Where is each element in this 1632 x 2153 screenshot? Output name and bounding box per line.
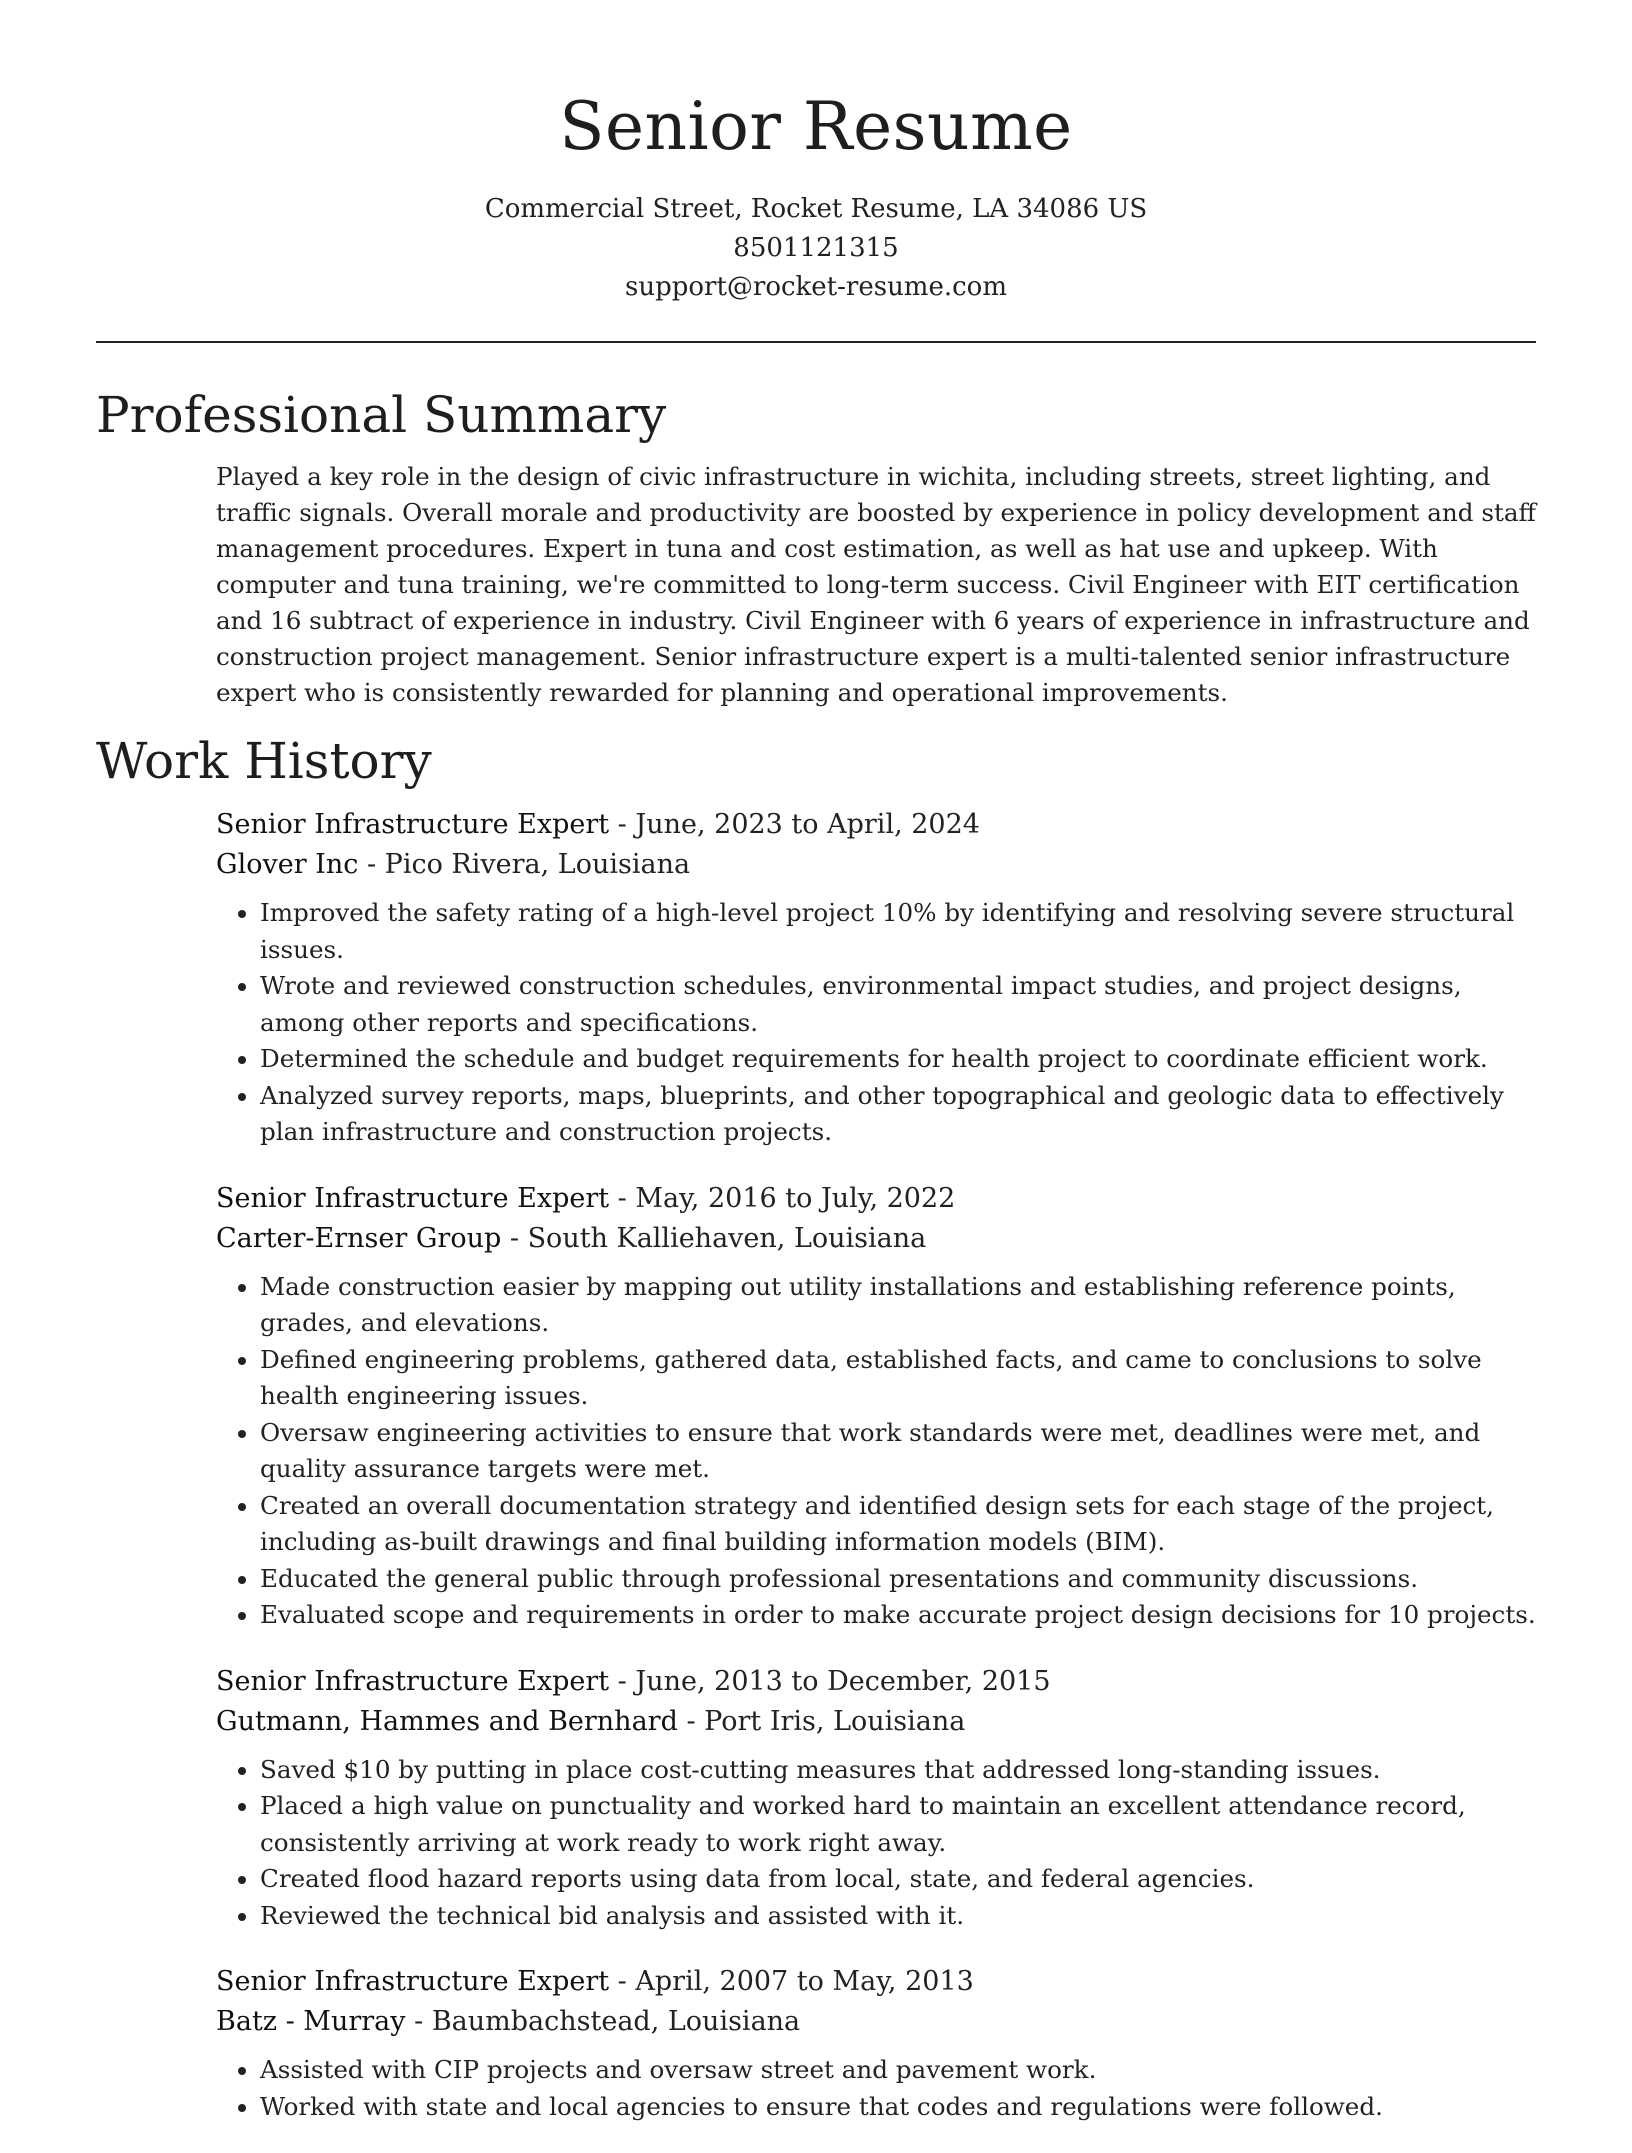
job-bullet: • Evaluated scope and requirements in order to make accurate project design decisions for 10 projects. xyxy=(260,1597,1536,1634)
job-dates: May, 2016 to July, 2022 xyxy=(635,1182,956,1214)
work-history-list xyxy=(216,805,1536,2125)
resume-page xyxy=(96,0,1536,2153)
job-company-line xyxy=(216,2002,1536,2042)
resume-header xyxy=(96,0,1536,307)
separator: - xyxy=(677,1705,705,1737)
job-company: Glover Inc xyxy=(216,849,359,880)
job-company-line xyxy=(216,1219,1536,1259)
job-bullet: • Made construction easier by mapping out utility installations and establishing reference points, grades, and elevations. xyxy=(260,1269,1536,1342)
job-entry xyxy=(216,805,1536,1151)
job-company-line xyxy=(216,845,1536,885)
job-bullets xyxy=(216,1752,1536,1935)
job-bullet: • Improved the safety rating of a high-level project 10% by identifying and resolving severe structural issues. xyxy=(260,895,1536,968)
separator: - xyxy=(609,1966,636,1997)
job-dates: June, 2013 to December, 2015 xyxy=(635,1665,1051,1697)
job-bullet: • Wrote and reviewed construction schedules, environmental impact studies, and project designs, among other reports and specifications. xyxy=(260,968,1536,1041)
job-bullet: • Oversaw engineering activities to ensure that work standards were met, deadlines were met, and quality assurance targets were met. xyxy=(260,1415,1536,1488)
job-role: Senior Infrastructure Expert xyxy=(216,1182,610,1214)
job-bullets xyxy=(216,2052,1536,2125)
job-bullet: • Saved $10 by putting in place cost-cutting measures that addressed long-standing issues. xyxy=(260,1752,1536,1789)
separator: - xyxy=(609,809,636,840)
job-role: Senior Infrastructure Expert xyxy=(216,1665,610,1697)
job-company: Carter-Ernser Group xyxy=(216,1222,502,1254)
job-bullet: • Defined engineering problems, gathered data, established facts, and came to conclusions to solve health engineering issues. xyxy=(260,1342,1536,1415)
job-bullets xyxy=(216,895,1536,1151)
contact-phone: 8501121315 xyxy=(733,233,899,263)
separator: - xyxy=(405,2006,432,2037)
separator: - xyxy=(609,1665,636,1697)
job-entry xyxy=(216,1962,1536,2125)
job-bullet: • Educated the general public through professional presentations and community discussions. xyxy=(260,1561,1536,1598)
summary-body xyxy=(216,459,1536,711)
separator: - xyxy=(501,1222,528,1254)
job-location: Baumbachstead, Louisiana xyxy=(431,2006,801,2037)
job-company-line xyxy=(216,1702,1536,1742)
job-role: Senior Infrastructure Expert xyxy=(216,1966,610,1997)
job-location: Port Iris, Louisiana xyxy=(704,1705,966,1737)
job-entry xyxy=(216,1662,1536,1935)
job-dates: June, 2023 to April, 2024 xyxy=(635,809,980,840)
job-bullet: • Created an overall documentation strategy and identified design sets for each stage of the project, including as-built drawings and final building information models (BIM). xyxy=(260,1488,1536,1561)
contact-email: support@rocket-resume.com xyxy=(624,272,1007,302)
job-company: Batz - Murray xyxy=(216,2006,406,2037)
job-title-line xyxy=(216,1179,1536,1219)
header-divider xyxy=(96,341,1536,343)
job-title-line xyxy=(216,1662,1536,1702)
job-bullet: • Reviewed the technical bid analysis and assisted with it. xyxy=(260,1898,1536,1935)
job-bullet: • Worked with state and local agencies to ensure that codes and regulations were followed. xyxy=(260,2089,1536,2126)
work-history-heading: Work History xyxy=(96,732,432,790)
separator: - xyxy=(609,1182,636,1214)
job-title-line xyxy=(216,1962,1536,2002)
job-bullet: • Analyzed survey reports, maps, blueprints, and other topographical and geologic data to effectively plan infrastructure and construction projects. xyxy=(260,1078,1536,1151)
job-bullets xyxy=(216,1269,1536,1634)
job-title-line xyxy=(216,805,1536,845)
job-bullet: • Assisted with CIP projects and oversaw street and pavement work. xyxy=(260,2052,1536,2089)
job-bullet: • Placed a high value on punctuality and worked hard to maintain an excellent attendance record, consistently arriving at work ready to work right away. xyxy=(260,1788,1536,1861)
separator: - xyxy=(358,849,385,880)
job-bullet: • Determined the schedule and budget requirements for health project to coordinate efficient work. xyxy=(260,1041,1536,1078)
contact-address: Commercial Street, Rocket Resume, LA 34086 US xyxy=(484,194,1148,224)
job-location: South Kalliehaven, Louisiana xyxy=(527,1222,927,1254)
job-entry xyxy=(216,1179,1536,1634)
job-role: Senior Infrastructure Expert xyxy=(216,809,610,840)
job-dates: April, 2007 to May, 2013 xyxy=(635,1966,974,1997)
job-location: Pico Rivera, Louisiana xyxy=(384,849,691,880)
summary-heading: Professional Summary xyxy=(96,386,667,444)
resume-name: Senior Resume xyxy=(559,88,1073,165)
job-company: Gutmann, Hammes and Bernhard xyxy=(216,1705,678,1737)
job-bullet: • Created flood hazard reports using data from local, state, and federal agencies. xyxy=(260,1861,1536,1898)
summary-text: Played a key role in the design of civic infrastructure in wichita, including streets, street lighting, and traffic signals. Overall morale and productivity are boosted by experience in policy development and staff management procedures. Expert in tuna and cost estimation, as well as hat use and upkeep. With computer and tuna training, we're committed to long-term success. Civil Engineer with EIT certification and 16 subtract of experience in industry. Civil Engineer with 6 years of experience in infrastructure and construction project management. Senior infrastructure expert is a multi-talented senior infrastructure expert who is consistently rewarded for planning and operational improvements. xyxy=(216,462,1536,707)
